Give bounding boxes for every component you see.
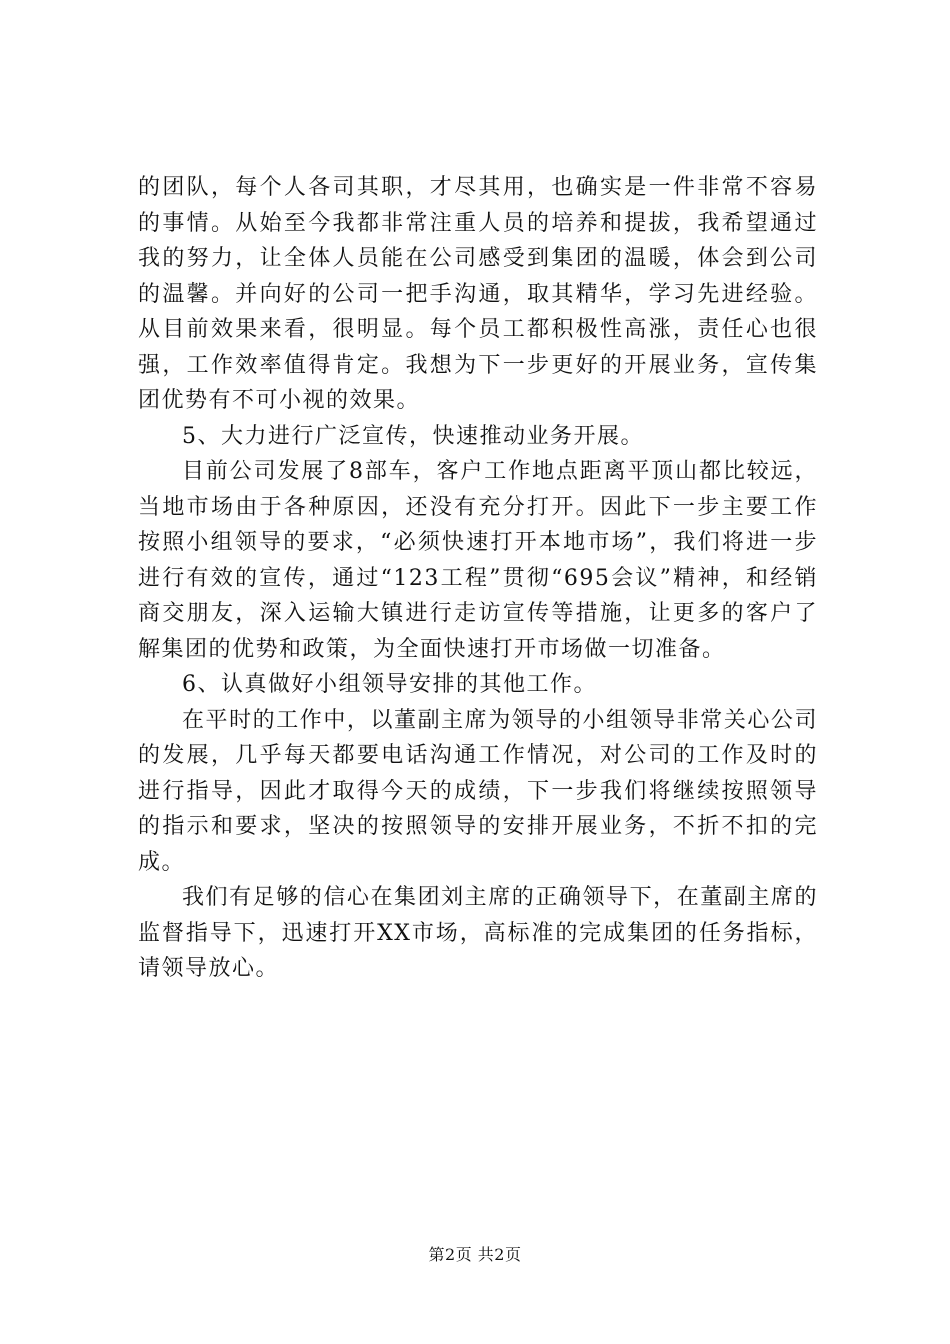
paragraph-3: 目前公司发展了8部车，客户工作地点距离平顶山都比较远，当地市场由于各种原因，还没有充分打开。因此下一步主要工作按照小组领导的要求，“必须快速打开本地市场”，我们将进一步进行有效的宣传，通过“123工程”贯彻“695会议”精神，和经销商交朋友，深入运输大镇进行走访宣传等措施，让更多的客户了解集团的优势和政策，为全面快速打开市场做一切准备。 xyxy=(138,459,818,662)
paragraph-6: 我们有足够的信心在集团刘主席的正确领导下，在董副主席的监督指导下，迅速打开XX市场，高标准的完成集团的任务指标，请领导放心。 xyxy=(138,885,818,981)
paragraph-1: 的团队，每个人各司其职，才尽其用，也确实是一件非常不容易的事情。从始至今我都非常注重人员的培养和提拔，我希望通过我的努力，让全体人员能在公司感受到集团的温暖，体会到公司的温馨。并向好的公司一把手沟通，取其精华，学习先进经验。从目前效果来看，很明显。每个员工都积极性高涨，责任心也很强，工作效率值得肯定。我想为下一步更好的开展业务，宣传集团优势有不可小视的效果。 xyxy=(138,175,818,413)
paragraph-4-heading: 6、认真做好小组领导安排的其他工作。 xyxy=(182,672,597,697)
page-footer: 第2页 共2页 xyxy=(428,1245,522,1264)
paragraph-2-heading: 5、大力进行广泛宣传，快速推动业务开展。 xyxy=(182,423,644,449)
paragraph-5: 在平时的工作中，以董副主席为领导的小组领导非常关心公司的发展，几乎每天都要电话沟通工作情况，对公司的工作及时的进行指导，因此才取得今天的成绩，下一步我们将继续按照领导的指示和要求，坚决的按照领导的安排开展业务，不折不扣的完成。 xyxy=(138,707,818,875)
document-body xyxy=(138,170,818,987)
